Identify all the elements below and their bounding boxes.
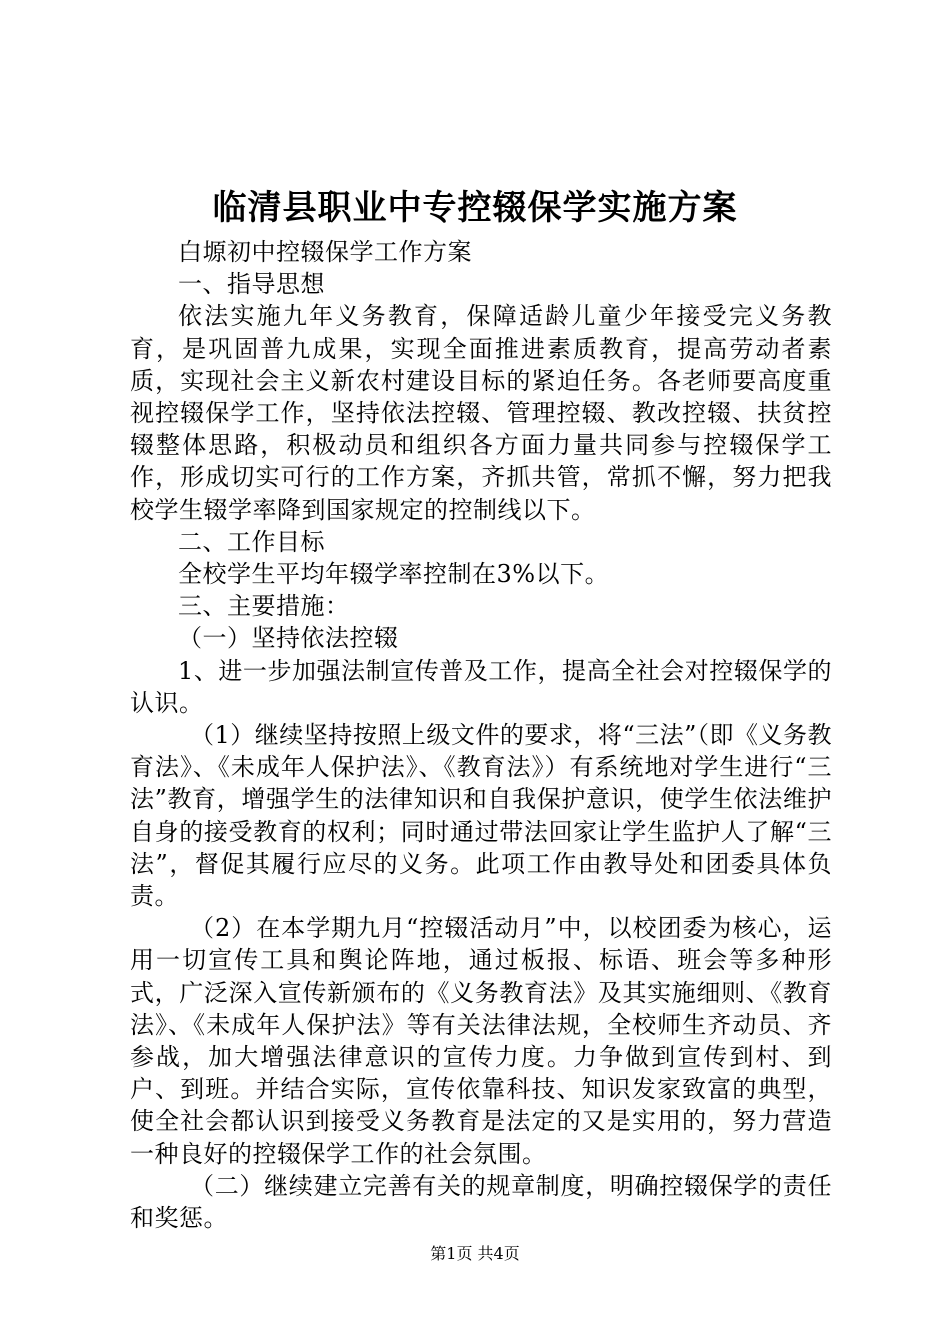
paragraph-item-1-2: （2）在本学期九月“控辍活动月”中，以校团委为核心，运用一切宣传工具和舆论阵地，通过板报、标语、班会等多种形式，广泛深入宣传新颁布的《义务教育法》及其实施细则、《教育法》、《未成年人保护法》等有关法律法规，全校师生齐动员、齐参战，加大增强法律意识的宣传力度。力争做到宣传到村、到户、到班。并结合实际，宣传依靠科技、知识发家致富的典型，使全社会都认识到接受义务教育是法定的又是实用的，努力营造一种良好的控辍保学工作的社会氛围。 xyxy=(130,914,832,1168)
paragraph-item-1: 1、进一步加强法制宣传普及工作，提高全社会对控辍保学的认识。 xyxy=(130,656,832,717)
heading-main-measures: 三、主要措施： xyxy=(178,592,350,621)
document-title: 临清县职业中专控辍保学实施方案 xyxy=(212,188,738,228)
subheading-rules-system: （二）继续建立完善有关的规章制度，明确控辍保学的责任和奖惩。 xyxy=(130,1171,832,1233)
paragraph-guiding-ideology: 依法实施九年义务教育，保障适龄儿童少年接受完义务教育，是巩固普九成果，实现全面推进素质教育，提高劳动者素质，实现社会主义新农村建设目标的紧迫任务。各老师要高度重视控辍保学工作，坚持依法控辍、管理控辍、教改控辍、扶贫控辍整体思路，积极动员和组织各方面力量共同参与控辍保学工作，形成切实可行的工作方案，齐抓共管，常抓不懈，努力把我校学生辍学率降到国家规定的控制线以下。 xyxy=(130,302,832,524)
paragraph-work-goals: 全校学生平均年辍学率控制在3%以下。 xyxy=(178,560,610,589)
heading-guiding-ideology: 一、指导思想 xyxy=(178,270,325,299)
page-number: 第1页 共4页 xyxy=(430,1244,520,1263)
document-body xyxy=(130,236,832,1234)
paragraph-item-1-1: （1）继续坚持按照上级文件的要求，将“三法”（即《义务教育法》、《未成年人保护法》、《教育法》）有系统地对学生进行“三法”教育，增强学生的法律知识和自我保护意识，使学生依法维护自身的接受教育的权利；同时通过带法回家让学生监护人了解“三法”，督促其履行应尽的义务。此项工作由教导处和团委具体负责。 xyxy=(130,721,832,911)
subheading-legal-control: （一）坚持依法控辍 xyxy=(178,624,399,653)
paragraph-subtitle: 白塬初中控辍保学工作方案 xyxy=(178,238,472,266)
heading-work-goals: 二、工作目标 xyxy=(178,527,325,556)
